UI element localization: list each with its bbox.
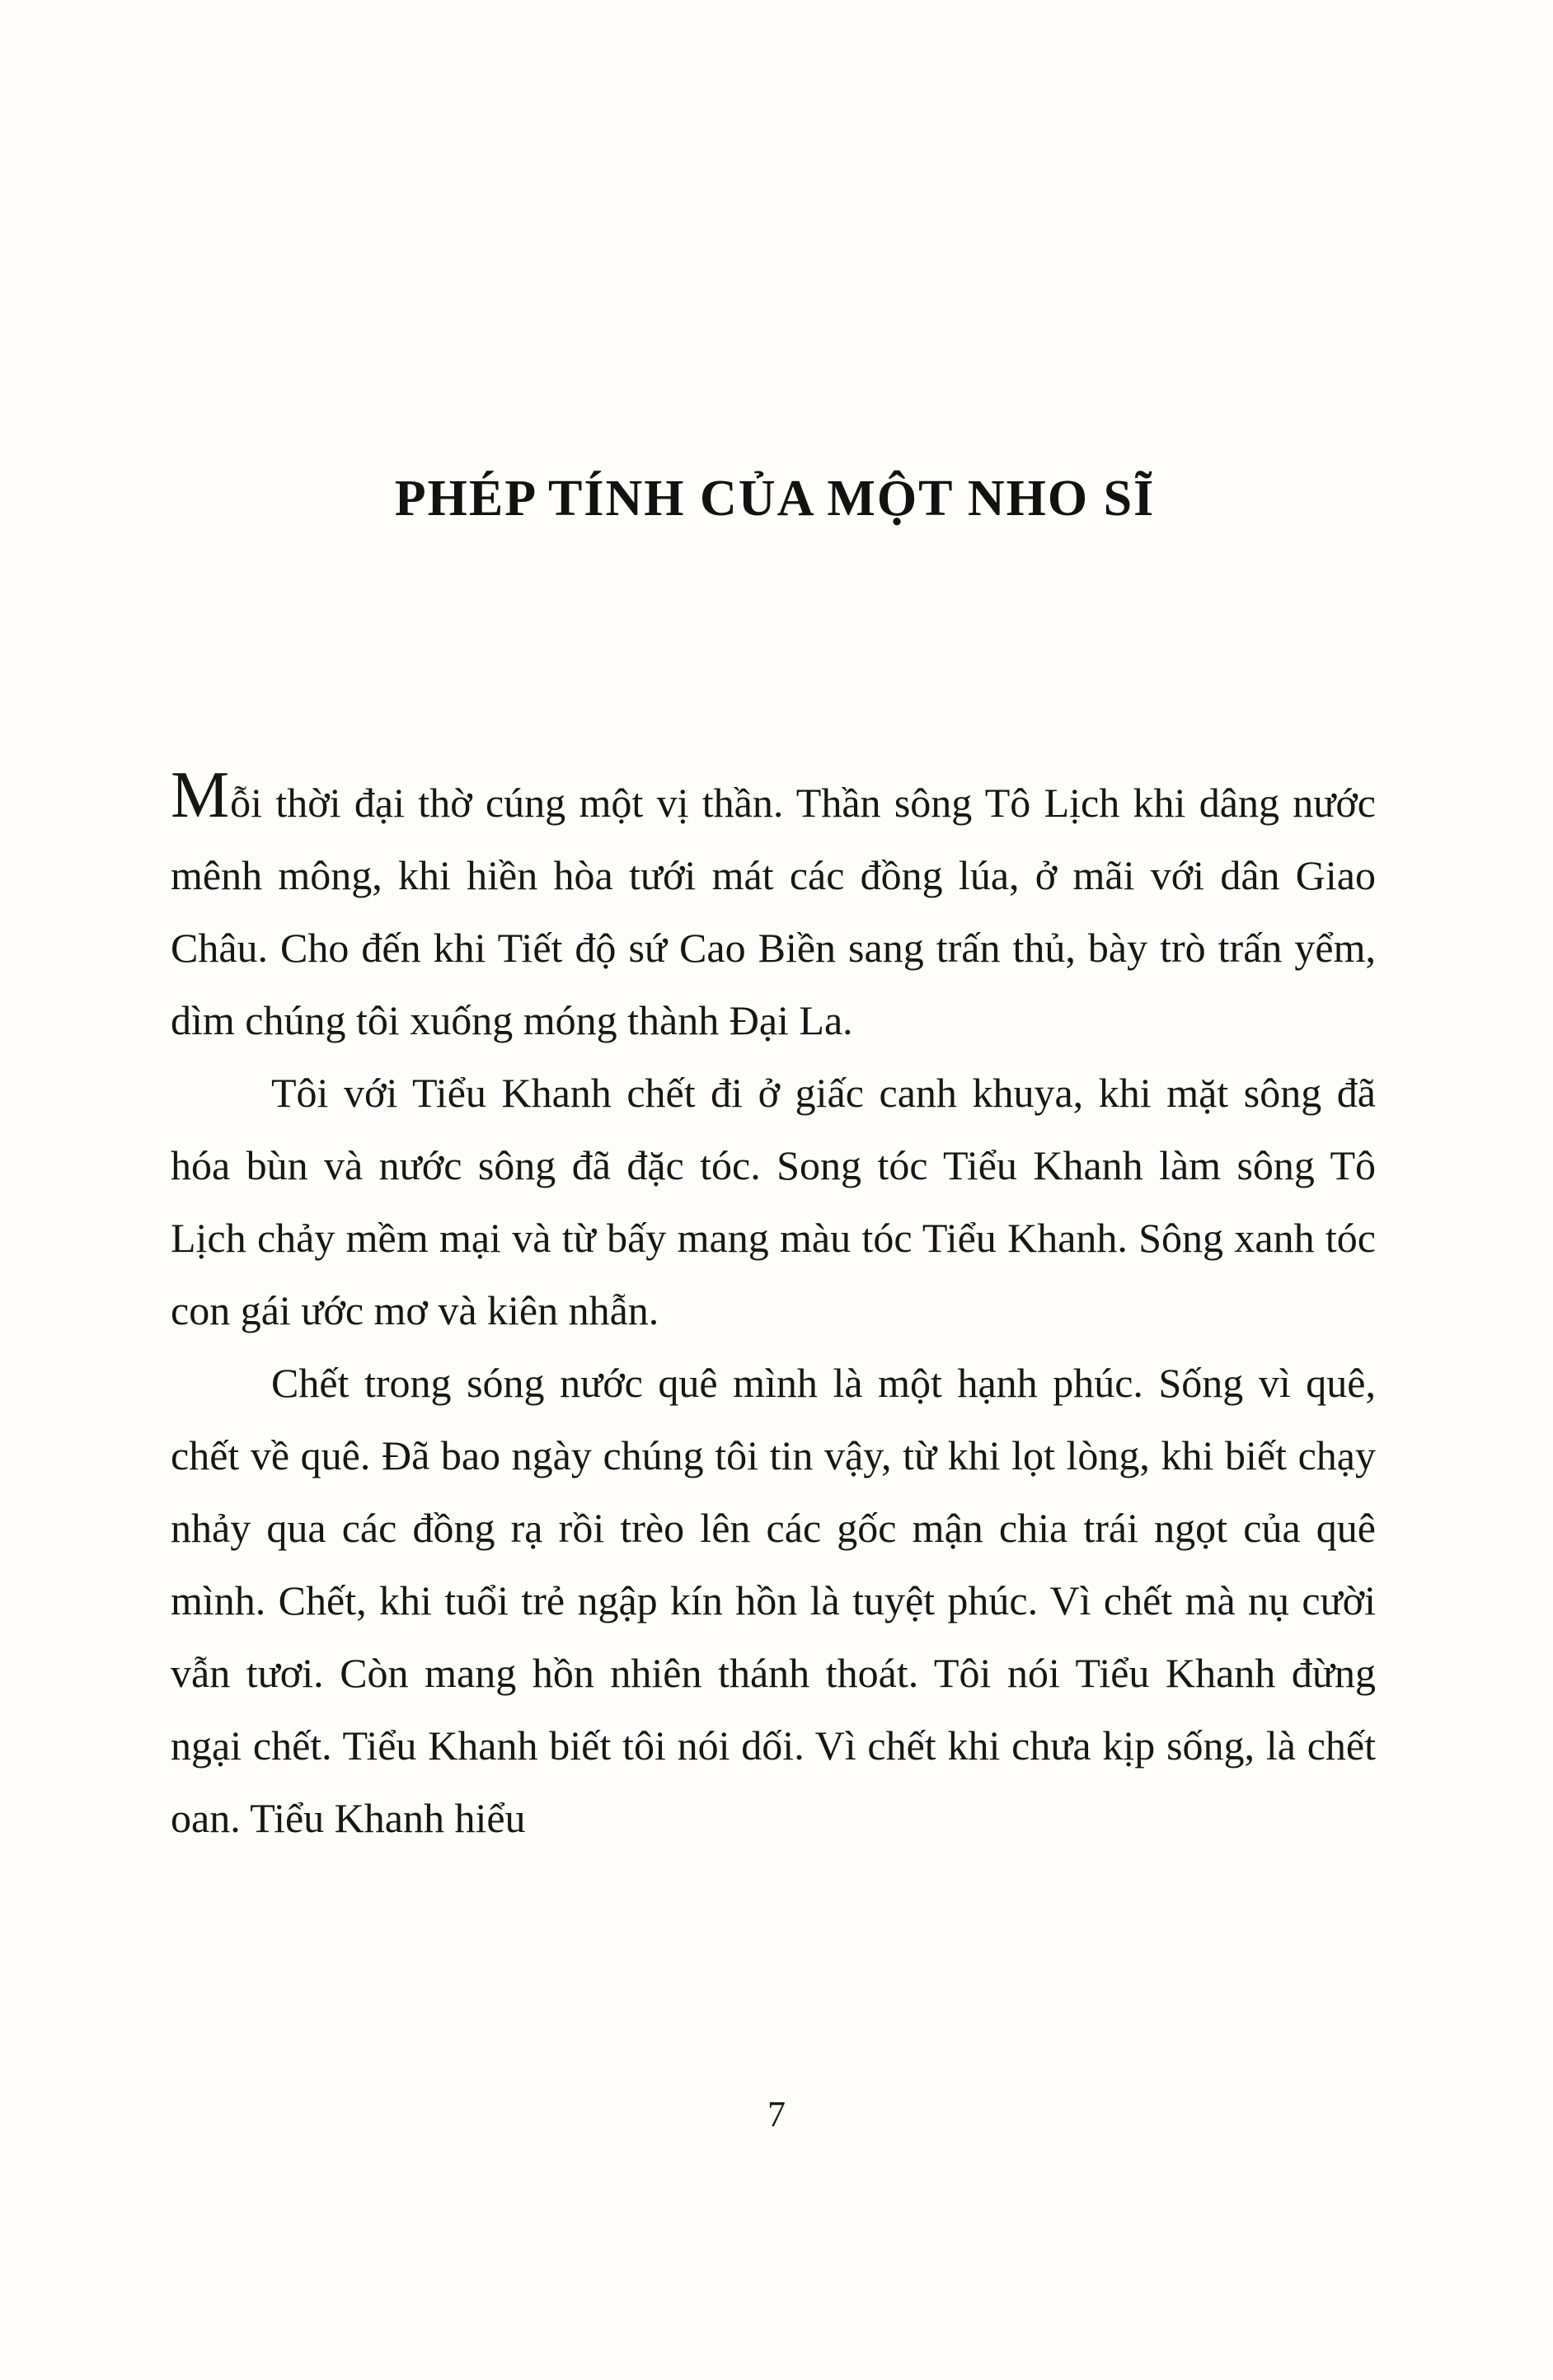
initial-letter: M: [171, 759, 231, 832]
chapter-title: PHÉP TÍNH CỦA MỘT NHO SĨ: [394, 471, 1156, 527]
paragraph-3: Chết trong sóng nước quê mình là một hạnh phúc. Sống vì quê, chết về quê. Đã bao ngày chúng tôi tin vậy, từ khi lọt lòng, khi biết chạy nhảy qua các đồng rạ rồi trèo lên các gốc mận chia trái ngọt của quê mình. Chết, khi tuổi trẻ ngập kín hồn là tuyệt phúc. Vì chết mà nụ cười vẫn tươi. Còn mang hồn nhiên thánh thoát. Tôi nói Tiểu Khanh đừng ngại chết. Tiểu Khanh biết tôi nói dối. Vì chết khi chưa kịp sống, là chết oan. Tiểu Khanh hiểu: [171, 1360, 1376, 1841]
paragraph-1: [171, 759, 1376, 1056]
paragraph-1-text: ỗi thời đại thờ cúng một vị thần. Thần sông Tô Lịch khi dâng nước mênh mông, khi hiền hòa tưới mát các đồng lúa, ở mãi với dân Giao Châu. Cho đến khi Tiết độ sứ Cao Biền sang trấn thủ, bày trò trấn yểm, dìm chúng tôi xuống móng thành Đại La.: [171, 780, 1376, 1043]
paragraph-2: Tôi với Tiểu Khanh chết đi ở giấc canh khuya, khi mặt sông đã hóa bùn và nước sông đã đặc tóc. Song tóc Tiểu Khanh làm sông Tô Lịch chảy mềm mại và từ bấy mang màu tóc Tiểu Khanh. Sông xanh tóc con gái ước mơ và kiên nhẫn.: [171, 1070, 1376, 1333]
page-number: 7: [767, 2094, 786, 2134]
body-text: [171, 759, 1376, 1854]
